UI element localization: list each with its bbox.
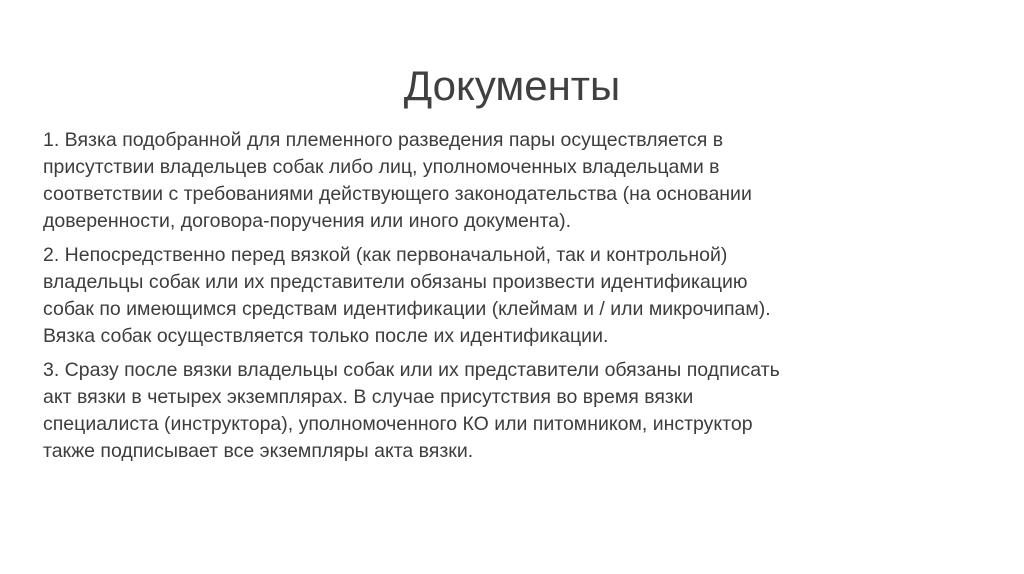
paragraph-line: 3. Сразу после вязки владельцы собак или их представители обязаны подписать — [43, 359, 780, 381]
paragraph-line: собак по имеющимся средствам идентификации (клеймам и / или микрочипам). — [43, 298, 771, 320]
paragraph-line: присутствии владельцев собак либо лиц, уполномоченных владельцами в — [43, 156, 720, 178]
paragraph-line: 1. Вязка подобранной для племенного разведения пары осуществляется в — [43, 129, 724, 151]
paragraph-2 — [43, 242, 993, 350]
paragraph-line: акт вязки в четырех экземплярах. В случае присутствия во время вязки — [43, 386, 694, 408]
paragraph-line: доверенности, договора-поручения или иного документа). — [43, 210, 572, 232]
paragraph-line: владельцы собак или их представители обязаны произвести идентификацию — [43, 271, 748, 293]
paragraph-line: специалиста (инструктора), уполномоченного КО или питомником, инструктор — [43, 413, 753, 435]
paragraph-line: 2. Непосредственно перед вязкой (как первоначальной, так и контрольной) — [43, 244, 728, 266]
paragraph-line: соответствии с требованиями действующего законодательства (на основании — [43, 183, 752, 205]
slide-body — [43, 127, 993, 472]
paragraph-line: также подписывает все экземпляры акта вязки. — [43, 440, 474, 462]
paragraph-line: Вязка собак осуществляется только после их идентификации. — [43, 325, 609, 347]
paragraph-3 — [43, 357, 993, 465]
slide-title: Документы — [403, 62, 621, 109]
paragraph-1 — [43, 127, 993, 235]
